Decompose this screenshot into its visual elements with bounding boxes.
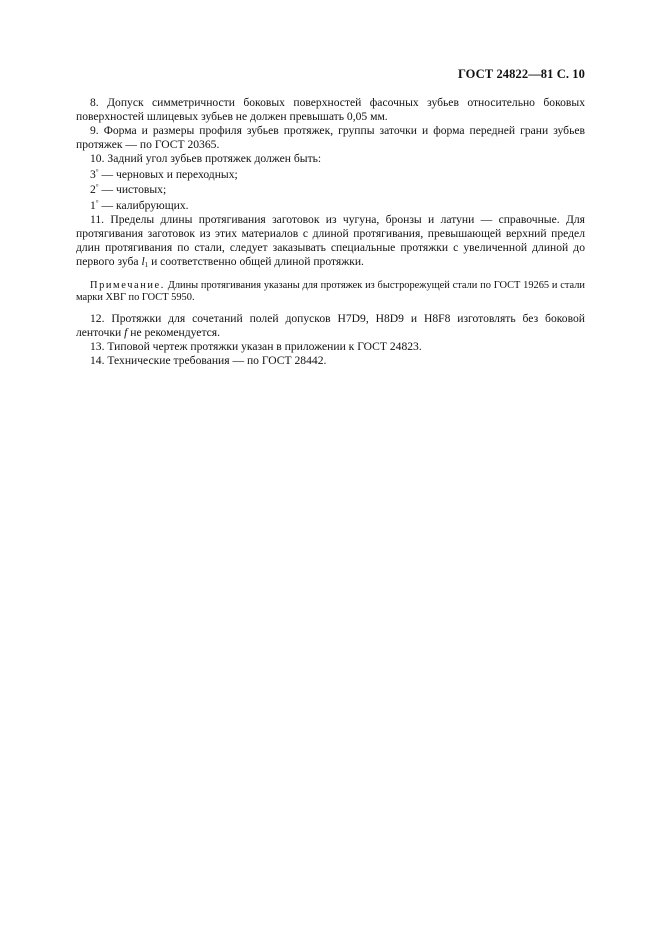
angle-finish <box>76 181 585 197</box>
note <box>76 280 585 305</box>
clause-11 <box>76 213 585 273</box>
angle-calib-value: 1 <box>90 199 96 213</box>
angle-rough <box>76 166 585 182</box>
clause-12 <box>76 312 585 340</box>
angle-finish-value: 2 <box>90 183 96 197</box>
land-symbol: f <box>124 325 128 339</box>
clause-12-tail: не рекомендуется. <box>127 325 221 339</box>
clause-10: 10. Задний угол зубьев протяжек должен быть: <box>90 151 322 165</box>
degree-sign: ° <box>95 167 99 176</box>
angle-calib-text: — калибрующих. <box>98 199 189 213</box>
clause-11-tail: и соответственно общей длиной протяжки. <box>148 254 364 268</box>
degree-sign: ° <box>95 183 99 192</box>
length-symbol: l <box>141 254 145 268</box>
angle-finish-text: — чистовых; <box>98 183 167 197</box>
clause-13: 13. Типовой чертеж протяжки указан в приложении к ГОСТ 24823. <box>90 339 422 353</box>
angle-rough-text: — черновых и переходных; <box>98 167 238 181</box>
degree-sign: ° <box>95 199 99 208</box>
page-header: ГОСТ 24822—81 С. 10 <box>457 67 585 81</box>
clause-9: 9. Форма и размеры профиля зубьев протяжек, группы заточки и форма передней грани зубьев протяжек — по ГОСТ 20365. <box>76 123 585 151</box>
angle-calibrating <box>76 197 585 213</box>
clause-11-text: 11. Пределы длины протягивания заготовок из чугуна, бронзы и латуни — справочные. Для протягивания заготовок из этих материалов с длиной протягивания, превышающей верхний предел длин протягивания по стали, следует заказывать специальные протяжки с увеличенной длиной до первого зуба <box>76 213 585 268</box>
length-symbol-index: 1 <box>144 260 149 269</box>
clause-14: 14. Технические требования — по ГОСТ 28442. <box>90 353 327 367</box>
angle-rough-value: 3 <box>90 167 96 181</box>
note-text: Длины протягивания указаны для протяжек из быстрорежущей стали по ГОСТ 19265 и стали марки ХВГ по ГОСТ 5950. <box>76 279 585 304</box>
clause-12-text: 12. Протяжки для сочетаний полей допусков H7D9, H8D9 и H8F8 изготовлять без боковой ленточки <box>76 312 585 339</box>
note-label: Примечание. <box>90 279 165 291</box>
document-body <box>76 96 585 368</box>
clause-8: 8. Допуск симметричности боковых поверхностей фасочных зубьев относительно боковых поверхностей шлицевых зубьев не должен превышать 0,05 мм. <box>76 96 585 123</box>
